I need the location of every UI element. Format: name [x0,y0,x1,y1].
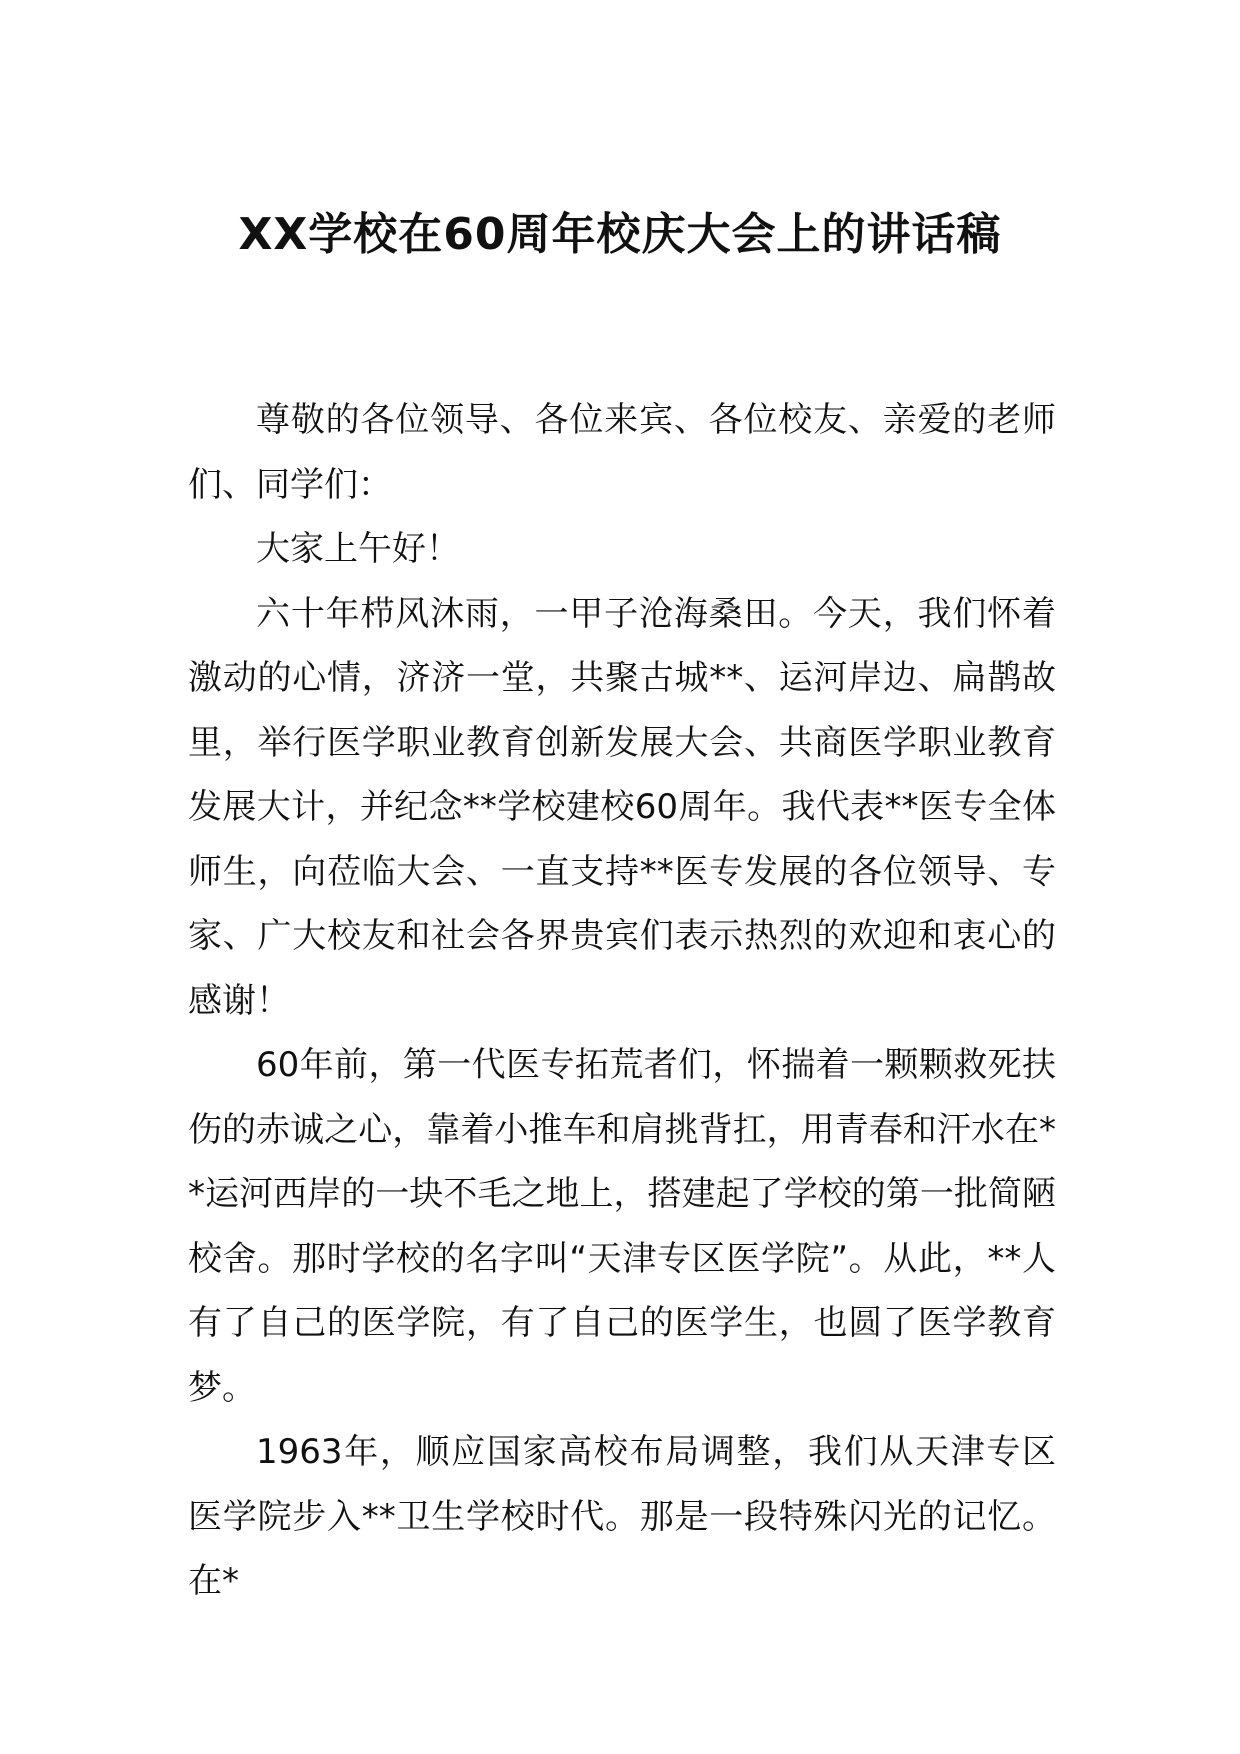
document-title: XX学校在60周年校庆大会上的讲话稿 [238,209,1002,260]
paragraph-history-1963: 1963年，顺应国家高校布局调整，我们从天津专区医学院步入**卫生学校时代。那是一段特殊闪光的记忆。在* [188,1432,1056,1601]
paragraph-salutation: 尊敬的各位领导、各位来宾、各位校友、亲爱的老师们、同学们： [188,400,1056,505]
document-body [188,388,1056,1614]
paragraph-opening: 六十年栉风沐雨，一甲子沧海桑田。今天，我们怀着激动的心情，济济一堂，共聚古城**、运河岸边、扁鹊故里，举行医学职业教育创新发展大会、共商医学职业教育发展大计，并纪念**学校建校60周年。我代表**医专全体师生，向莅临大会、一直支持**医专发展的各位领导、专家、广大校友和社会各界贵宾们表示热烈的欢迎和衷心的感谢！ [188,593,1056,1021]
paragraph-history-founding: 60年前，第一代医专拓荒者们，怀揣着一颗颗救死扶伤的赤诚之心，靠着小推车和肩挑背扛，用青春和汗水在**运河西岸的一块不毛之地上，搭建起了学校的第一批简陋校舍。那时学校的名字叫“天津专区医学院”。从此，**人有了自己的医学院，有了自己的医学生，也圆了医学教育梦。 [188,1045,1056,1408]
paragraph-greeting: 大家上午好！ [256,529,460,569]
